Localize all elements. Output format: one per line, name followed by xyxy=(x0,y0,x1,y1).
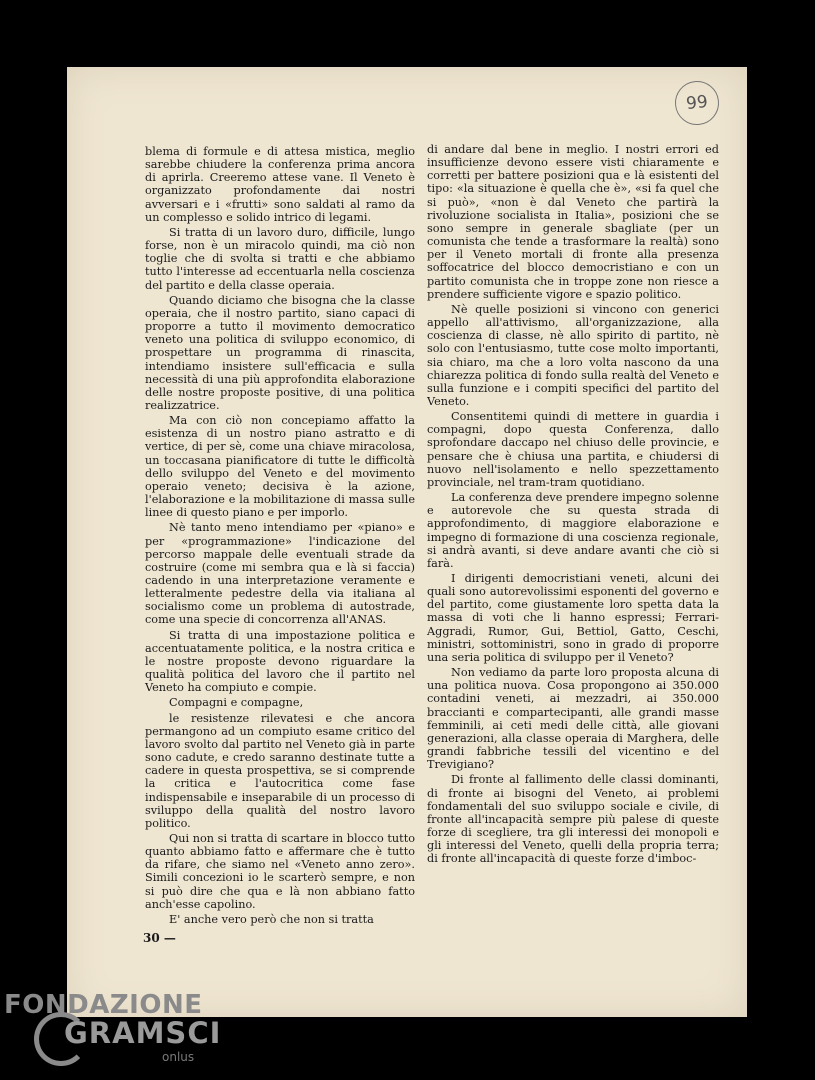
paragraph: di andare dal bene in meglio. I nostri errori ed insufficienze devono essere visti chiaramente e corretti per battere posizioni qua e là esistenti del tipo: «la situazione è quella che è», «si fa quel che si può», «non è dal Veneto che partirà la rivoluzione socialista in Italia», posizioni che se sono sempre in generale sbagliate (per un comunista che tende a trasformare la realtà) sono per il Veneto mortali di fronte alla presenza soffocatrice del blocco democristiano e con un partito comunista che in troppe zone non riesce a prendere sufficiente vigore e spazio politico. xyxy=(427,143,719,301)
paragraph: Non vediamo da parte loro proposta alcuna di una politica nuova. Cosa propongono ai 350.000 contadini veneti, ai mezzadri, ai 350.000 braccianti e compartecipanti, alle grandi masse femminili, ai ceti medi delle città, alle giovani generazioni, alla classe operaia di Marghera, delle grandi fabbriche tessili del vicentino e del Trevigiano? xyxy=(427,666,719,772)
paragraph: blema di formule e di attesa mistica, meglio sarebbe chiudere la conferenza prima ancora di aprirla. Creeremo attese vane. Il Veneto è organizzato profondamente dai nostri avversari e i «frutti» sono saldati al ramo da un complesso e solido intrico di legami. xyxy=(145,145,415,224)
paragraph: Quando diciamo che bisogna che la classe operaia, che il nostro partito, siano capaci di proporre a tutto il movimento democratico veneto una politica di sviluppo economico, di prospettare un programma di rinascita, intendiamo insistere sull'efficacia e sulla necessità di una più approfondita elaborazione delle nostre proposte positive, di una politica realizzatrice. xyxy=(145,293,415,412)
right-column xyxy=(427,143,719,867)
handwritten-page-number: 99 xyxy=(673,79,721,127)
paragraph: le resistenze rilevatesi e che ancora permangono ad un compiuto esame critico del lavoro svolto dal partito nel Veneto già in parte sono cadute, e credo saranno destinate tutte a cadere in questa prospettiva, se si comprende la critica e l'autocritica come fase indispensabile e inseparabile di un processo di sviluppo della qualità del nostro lavoro politico. xyxy=(145,711,415,830)
paragraph: E' anche vero però che non si tratta xyxy=(169,912,374,926)
paragraph: Compagni e compagne, xyxy=(169,696,304,710)
paragraph: I dirigenti democristiani veneti, alcuni dei quali sono autorevolissimi esponenti del governo e del partito, come giustamente loro spetta data la massa di voti che li hanno espressi; Ferrari-Aggradi, Rumor, Gui, Bettiol, Gatto, Ceschi, ministri, sottoministri, sono in grado di proporre una seria politica di sviluppo per il Veneto? xyxy=(427,572,719,664)
paragraph: Nè quelle posizioni si vincono con generici appello all'attivismo, all'organizzazione, alla coscienza di classe, nè allo spirito di partito, nè solo con l'entusiasmo, tutte cose molto importanti, sia chiaro, ma che a loro volta nascono da una chiarezza politica di fondo sulla realtà del Veneto e sulla funzione e i compiti specifici del partito del Veneto. xyxy=(427,302,719,408)
page-number: 30 — xyxy=(143,931,176,945)
paragraph: Si tratta di un lavoro duro, difficile, lungo forse, non è un miracolo quindi, ma ciò non toglie che di svolta si tratti e che abbiamo tutto l'interesse ad eccentuarla nella coscienza del partito e della classe operaia. xyxy=(145,225,415,292)
paragraph: Ma con ciò non concepiamo affatto la esistenza di un nostro piano astratto e di vertice, di per sè, come una chiave miracolosa, un toccasana pianificatore di tutte le difficoltà dello sviluppo del Veneto e del movimento operaio veneto; decisiva è la azione, l'elaborazione e la mobilitazione di massa sulle linee di questo piano e per imporlo. xyxy=(145,414,415,520)
paragraph: Qui non si tratta di scartare in blocco tutto quanto abbiamo fatto e affermare che è tutto da rifare, che siamo nel «Veneto anno zero». Simili concezioni io le scarterò sempre, e non si può dire che qua e là non abbiano fatto anch'esse capolino. xyxy=(145,831,415,911)
fondazione-gramsci-logo xyxy=(2,988,262,1078)
left-column xyxy=(145,145,415,928)
document-page xyxy=(67,67,747,1017)
logo-line-1: FONDAZIONE xyxy=(4,990,203,1020)
logo-line-3: onlus xyxy=(162,1050,195,1064)
paragraph: Si tratta di una impostazione politica e accentuatamente politica, e la nostra critica e le nostre proposte devono riguardare la qualità politica del lavoro che il partito nel Veneto ha compiuto e compie. xyxy=(145,628,415,695)
logo-line-2: GRAMSCI xyxy=(64,1016,222,1050)
paragraph: Nè tanto meno intendiamo per «piano» e per «programmazione» l'indicazione del percorso mappale delle eventuali strade da costruire (come mi sembra qua e là si faccia) cadendo in una interpretazione veramente e letteralmente pedestre della via italiana al socialismo come un problema di autostrade, come una specie di concorrenza all'ANAS. xyxy=(145,521,415,627)
paragraph: La conferenza deve prendere impegno solenne e autorevole che su questa strada di approfondimento, di maggiore elaborazione e impegno di formazione di una coscienza regionale, si andrà avanti, si deve andare avanti che ciò si farà. xyxy=(427,491,719,570)
paragraph: Di fronte al fallimento delle classi dominanti, di fronte ai bisogni del Veneto, ai problemi fondamentali del suo sviluppo sociale e civile, di fronte all'incapacità sempre più palese di queste forze di scegliere, tra gli interessi dei monopoli e gli interessi del Veneto, quelli della propria terra; di fronte all'incapacità di queste forze d'imboc- xyxy=(427,773,719,866)
paragraph: Consentitemi quindi di mettere in guardia i compagni, dopo questa Conferenza, dallo sprofondare daccapo nel chiuso delle provincie, e pensare che è chiusa una partita, e chiudersi di nuovo nell'isolamento e nello spezzettamento provinciale, nel tram-tram quotidiano. xyxy=(427,410,719,489)
